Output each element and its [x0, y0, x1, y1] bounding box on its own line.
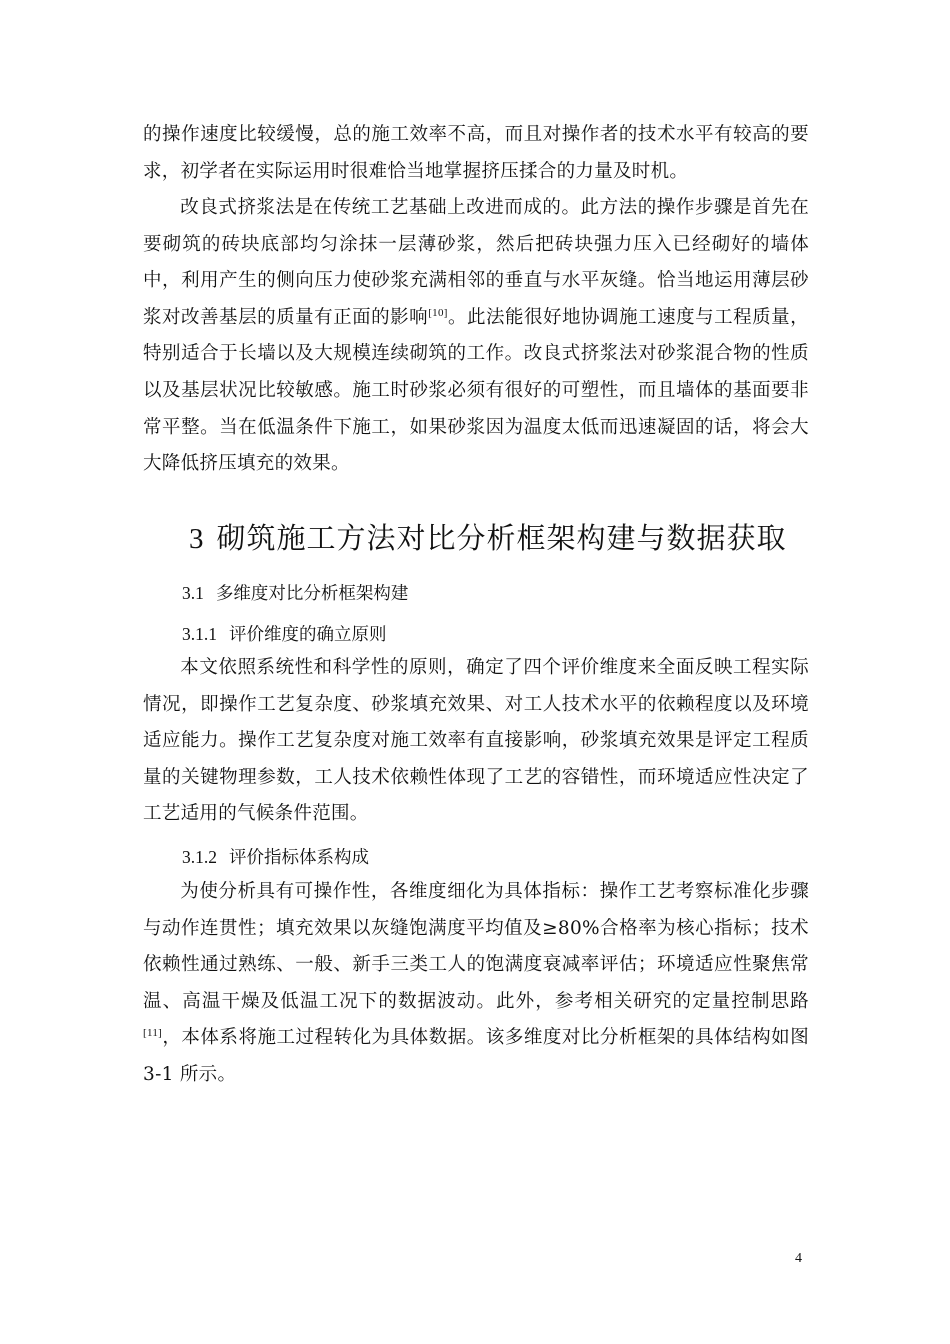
subsubsection-title: 评价指标体系构成: [229, 848, 369, 868]
section-heading: [189, 514, 787, 563]
page-number: 4: [795, 1251, 802, 1266]
subsubsection-heading: [182, 842, 369, 873]
citation-reference[interactable]: [10]: [428, 306, 448, 319]
paragraph-text: 。此法能很好地协调施工速度与工程质量，特别适合于长墙以及大规模连续砌筑的工作。改良式挤浆法对砂浆混合物的性质以及基层状况比较敏感。施工时砂浆必须有很好的可塑性，而且墙体的基面要非常平整。当在低温条件下施工，如果砂浆因为温度太低而迅速凝固的话，将会大大降低挤压填充的效果。: [143, 306, 809, 475]
subsection-number: 3.1: [182, 583, 204, 603]
paragraph-improved-squeeze-method: [143, 190, 809, 483]
subsubsection-number: 3.1.1: [182, 624, 217, 644]
paragraph-continuation: [143, 117, 809, 190]
citation-reference[interactable]: [11]: [143, 1027, 163, 1040]
subsection-heading: [182, 578, 408, 609]
section-number: 3: [189, 523, 205, 555]
subsubsection-title: 评价维度的确立原则: [229, 625, 387, 645]
paragraph-indicator-system: [143, 874, 809, 1094]
paragraph-evaluation-dimensions: [143, 650, 809, 833]
paragraph-text: 改良式挤浆法是在传统工艺基础上改进而成的。此方法的操作步骤是首先在要砌筑的砖块底部均匀涂抹一层薄砂浆，然后把砖块强力压入已经砌好的墙体中，利用产生的侧向压力使砂浆充满相邻的垂直与水平灰缝。恰当地运用薄层砂浆对改善基层的质量有正面的影响: [143, 197, 809, 328]
subsubsection-heading: [182, 619, 387, 650]
paragraph-text: 本文依照系统性和科学性的原则，确定了四个评价维度来全面反映工程实际情况，即操作工艺复杂度、砂浆填充效果、对工人技术水平的依赖程度以及环境适应能力。操作工艺复杂度对施工效率有直接影响，砂浆填充效果是评定工程质量的关键物理参数，工人技术依赖性体现了工艺的容错性，而环境适应性决定了工艺适用的气候条件范围。: [143, 657, 809, 825]
subsection-title: 多维度对比分析框架构建: [215, 584, 409, 604]
subsubsection-number: 3.1.2: [182, 847, 217, 867]
paragraph-text: 的操作速度比较缓慢，总的施工效率不高，而且对操作者的技术水平有较高的要求，初学者在实际运用时很难恰当地掌握挤压揉合的力量及时机。: [143, 124, 809, 182]
section-title: 砌筑施工方法对比分析框架构建与数据获取: [216, 521, 787, 555]
paragraph-text: ，本体系将施工过程转化为具体数据。该多维度对比分析框架的具体结构如图 3-1 所示。: [143, 1027, 809, 1085]
paragraph-text: 为使分析具有可操作性，各维度细化为具体指标：操作工艺考察标准化步骤与动作连贯性；填充效果以灰缝饱满度平均值及≥80%合格率为核心指标；技术依赖性通过熟练、一般、新手三类工人的饱满度衰减率评估；环境适应性聚焦常温、高温干燥及低温工况下的数据波动。此外，参考相关研究的定量控制思路: [143, 881, 809, 1012]
